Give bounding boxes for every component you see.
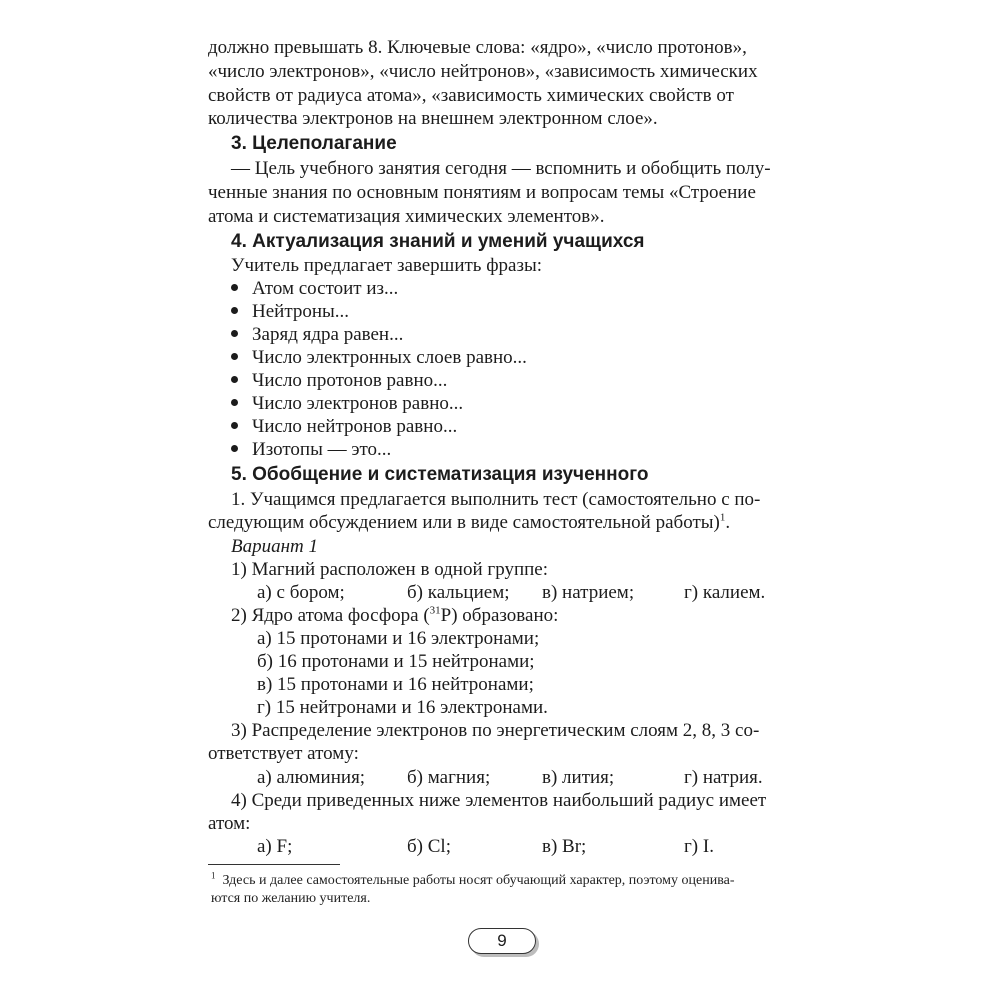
footnote-mark: 1 xyxy=(211,870,216,881)
footnote-ref: 1 xyxy=(719,511,726,524)
bullet-item xyxy=(231,392,463,415)
bullet-text: Число протонов равно... xyxy=(252,370,448,391)
bullet-item xyxy=(231,300,349,323)
bullet-icon xyxy=(231,330,238,337)
p1-end: . xyxy=(725,512,731,533)
section3-line-2: ченные знания по основным понятиям и вопросам темы «Строение xyxy=(208,182,756,203)
q3-option-d: г) натрия. xyxy=(684,767,763,788)
question-1: 1) Магний расположен в одной группе: xyxy=(231,559,548,580)
footnote-divider xyxy=(208,864,340,865)
page-number: 9 xyxy=(468,928,536,954)
q4-option-a: а) F; xyxy=(257,836,293,857)
q2-option-d: г) 15 нейтронами и 16 электронами. xyxy=(257,697,548,718)
footnote-line-1 xyxy=(211,872,735,890)
section5-p1-line-2 xyxy=(208,511,730,534)
variant-label: Вариант 1 xyxy=(231,536,319,557)
bullet-icon xyxy=(231,353,238,360)
bullet-icon xyxy=(231,445,238,452)
q3-option-b: б) магния; xyxy=(407,767,491,788)
bullet-item xyxy=(231,277,398,300)
bullet-text: Число электронных слоев равно... xyxy=(252,347,527,368)
section3-line-3: атома и систематизация химических элементов». xyxy=(208,206,605,227)
q2-mass-number: 31 xyxy=(429,604,441,617)
section4-intro: Учитель предлагает завершить фразы: xyxy=(231,255,542,276)
q2-text-pre: 2) Ядро атома фосфора ( xyxy=(231,605,430,626)
intro-line-3: свойств от радиуса атома», «зависимость химических свойств от xyxy=(208,85,734,106)
intro-line-2: «число электронов», «число нейтронов», «зависимость химических xyxy=(208,61,758,82)
bullet-icon xyxy=(231,399,238,406)
bullet-text: Атом состоит из... xyxy=(252,278,399,299)
q1-option-d: г) калием. xyxy=(684,582,766,603)
intro-line-4: количества электронов на внешнем электронном слое». xyxy=(208,108,658,129)
section3-line-1: — Цель учебного занятия сегодня — вспомнить и обобщить полу- xyxy=(231,158,771,179)
bullet-icon xyxy=(231,284,238,291)
question-2 xyxy=(231,604,558,627)
section4-heading: 4. Актуализация знаний и умений учащихся xyxy=(231,231,645,252)
bullet-text: Число электронов равно... xyxy=(252,393,464,414)
question-3-line-2: ответствует атому: xyxy=(208,743,359,764)
footnote-text-1: Здесь и далее самостоятельные работы носят обучающий характер, поэтому оценива- xyxy=(222,873,735,888)
bullet-text: Изотопы — это... xyxy=(252,439,392,460)
question-4-line-1: 4) Среди приведенных ниже элементов наибольший радиус имеет xyxy=(231,790,767,811)
bullet-icon xyxy=(231,307,238,314)
question-4-line-2: атом: xyxy=(208,813,251,834)
q3-option-a: а) алюминия; xyxy=(257,767,366,788)
q3-option-c: в) лития; xyxy=(542,767,615,788)
bullet-icon xyxy=(231,422,238,429)
q4-option-c: в) Br; xyxy=(542,836,587,857)
bullet-item xyxy=(231,323,403,346)
section3-heading: 3. Целеполагание xyxy=(231,133,397,154)
section5-p1-line-1: 1. Учащимся предлагается выполнить тест (самостоятельно с по- xyxy=(231,489,761,510)
q2-text-post: P) образовано: xyxy=(440,605,559,626)
q2-option-b: б) 16 протонами и 15 нейтронами; xyxy=(257,651,535,672)
bullet-item xyxy=(231,346,527,369)
question-3-line-1: 3) Распределение электронов по энергетическим слоям 2, 8, 3 со- xyxy=(231,720,760,741)
bullet-text: Нейтроны... xyxy=(252,301,350,322)
bullet-item xyxy=(231,369,447,392)
q4-option-d: г) I. xyxy=(684,836,714,857)
bullet-item xyxy=(231,415,457,438)
footnote-line-2: ются по желанию учителя. xyxy=(211,891,371,906)
p1-text: следующим обсуждением или в виде самостоятельной работы) xyxy=(208,512,720,533)
intro-line-1: должно превышать 8. Ключевые слова: «ядро», «число протонов», xyxy=(208,37,747,58)
q4-option-b: б) Cl; xyxy=(407,836,451,857)
q1-option-b: б) кальцием; xyxy=(407,582,510,603)
q1-option-a: а) с бором; xyxy=(257,582,345,603)
section5-heading: 5. Обобщение и систематизация изученного xyxy=(231,464,649,485)
bullet-text: Число нейтронов равно... xyxy=(252,416,458,437)
q2-option-c: в) 15 протонами и 16 нейтронами; xyxy=(257,674,534,695)
bullet-item xyxy=(231,438,391,461)
bullet-text: Заряд ядра равен... xyxy=(252,324,404,345)
bullet-icon xyxy=(231,376,238,383)
q2-option-a: а) 15 протонами и 16 электронами; xyxy=(257,628,540,649)
q1-option-c: в) натрием; xyxy=(542,582,635,603)
